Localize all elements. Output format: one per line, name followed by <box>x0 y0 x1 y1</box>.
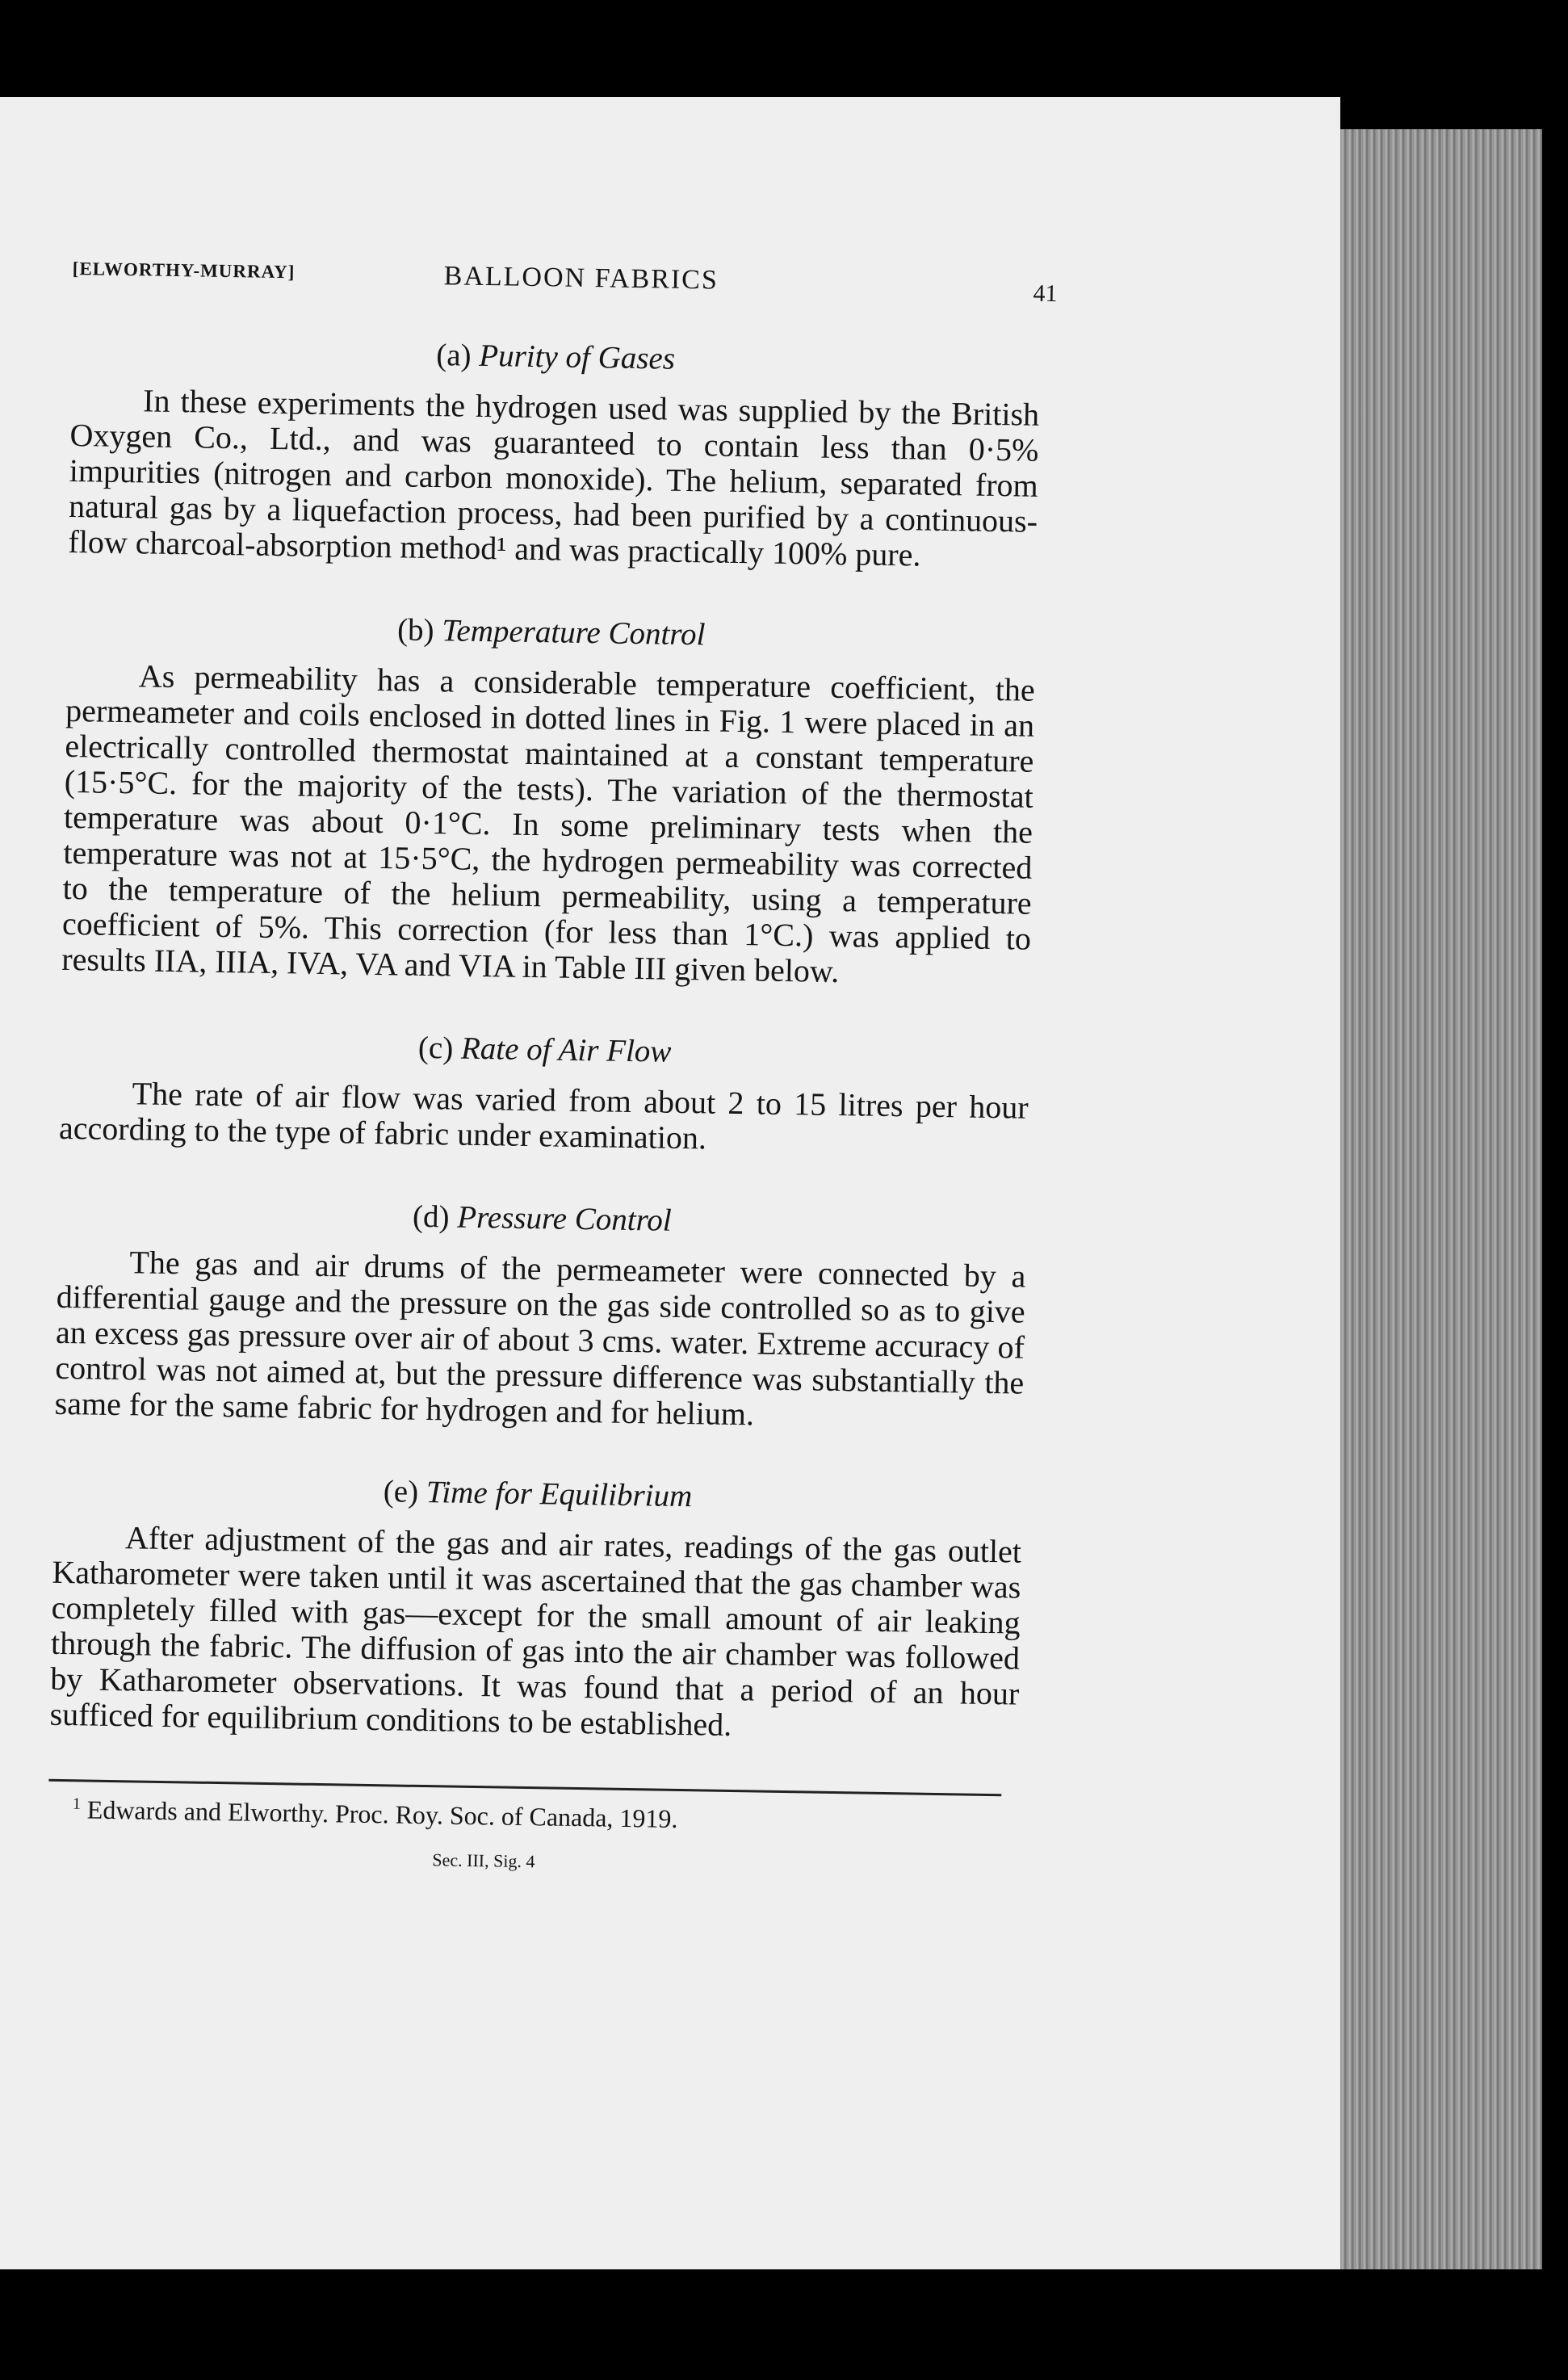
page-number: 41 <box>1033 279 1058 308</box>
section-paragraph: In these experiments the hydrogen used was supplied by the British Oxygen Co., Ltd., and was guaranteed to contain less than 0·5% impurities (nitrogen and carbon monoxide). The helium, separated from natural gas by a liquefaction process, had been purified by a continuous-flow charcoal-absorption method¹ and was practically 100% pure. <box>68 382 1040 573</box>
section-paragraph: As permeability has a considerable temperature coefficient, the permeameter and coils enclosed in dotted lines in Fig. 1 were placed in an electrically controlled thermostat maintained at a constant temperature (15·5°C. for the majority of the tests). The variation of the thermostat temperature was about 0·1°C. In some preliminary tests when the temperature was not at 15·5°C, the hydrogen permeability was corrected to the temperature of the helium permeability, using a temperature coefficient of 5%. This correction (for less than 1°C.) was applied to results IIA, IIIA, IVA, VA and VIA in Table III given below. <box>61 657 1036 990</box>
section-heading <box>67 607 1037 658</box>
section-air-flow <box>59 1024 1029 1161</box>
running-head: [ELWORTHY-MURRAY] <box>72 258 296 283</box>
signature-mark: Sec. III, Sig. 4 <box>432 1849 535 1872</box>
page-edges <box>1340 129 1542 2269</box>
footnote-text: Edwards and Elworthy. Proc. Roy. Soc. of Canada, 1919. <box>86 1794 678 1834</box>
footnote <box>48 1794 1017 1840</box>
section-heading <box>57 1193 1027 1245</box>
section-pressure <box>54 1193 1026 1437</box>
section-label: (d) <box>412 1198 450 1235</box>
section-paragraph: The rate of air flow was varied from about 2 to 15 litres per hour according to the type of fabric under examination. <box>58 1075 1029 1156</box>
section-label: (e) <box>383 1474 419 1509</box>
section-label: (c) <box>417 1030 454 1066</box>
page-header <box>72 258 1058 346</box>
section-temperature <box>61 607 1036 993</box>
page-content <box>48 258 1058 1880</box>
section-label: (b) <box>396 612 434 649</box>
section-equilibrium <box>49 1468 1022 1748</box>
section-heading <box>53 1468 1023 1520</box>
section-title: Pressure Control <box>456 1199 673 1238</box>
footnote-rule <box>48 1779 1001 1797</box>
section-title: Time for Equilibrium <box>426 1475 693 1514</box>
section-paragraph: After adjustment of the gas and air rates, readings of the gas outlet Katharometer were taken until it was ascertained that the gas chamber was completely filled with gas—except for the small amount of air leaking through the fabric. The diffusion of gas into the air chamber was followed by Katharometer observations. It was found that a period of an hour sufficed for equilibrium conditions to be established. <box>49 1519 1022 1744</box>
footnote-marker: 1 <box>72 1794 82 1813</box>
section-purity <box>68 331 1040 575</box>
section-paragraph: The gas and air drums of the permeameter were connected by a differential gauge and the pressure on the gas side controlled so as to give an excess gas pressure over air of about 3 cms. water. Extreme accuracy of control was not aimed at, but the pressure difference was substantially the same for the same fabric for hydrogen and for helium. <box>54 1244 1026 1433</box>
section-title: Rate of Air Flow <box>460 1030 672 1069</box>
header-title: BALLOON FABRICS <box>443 261 719 296</box>
section-title: Purity of Gases <box>479 338 676 376</box>
section-heading <box>60 1024 1029 1076</box>
section-label: (a) <box>435 338 472 373</box>
section-title: Temperature Control <box>442 613 706 653</box>
